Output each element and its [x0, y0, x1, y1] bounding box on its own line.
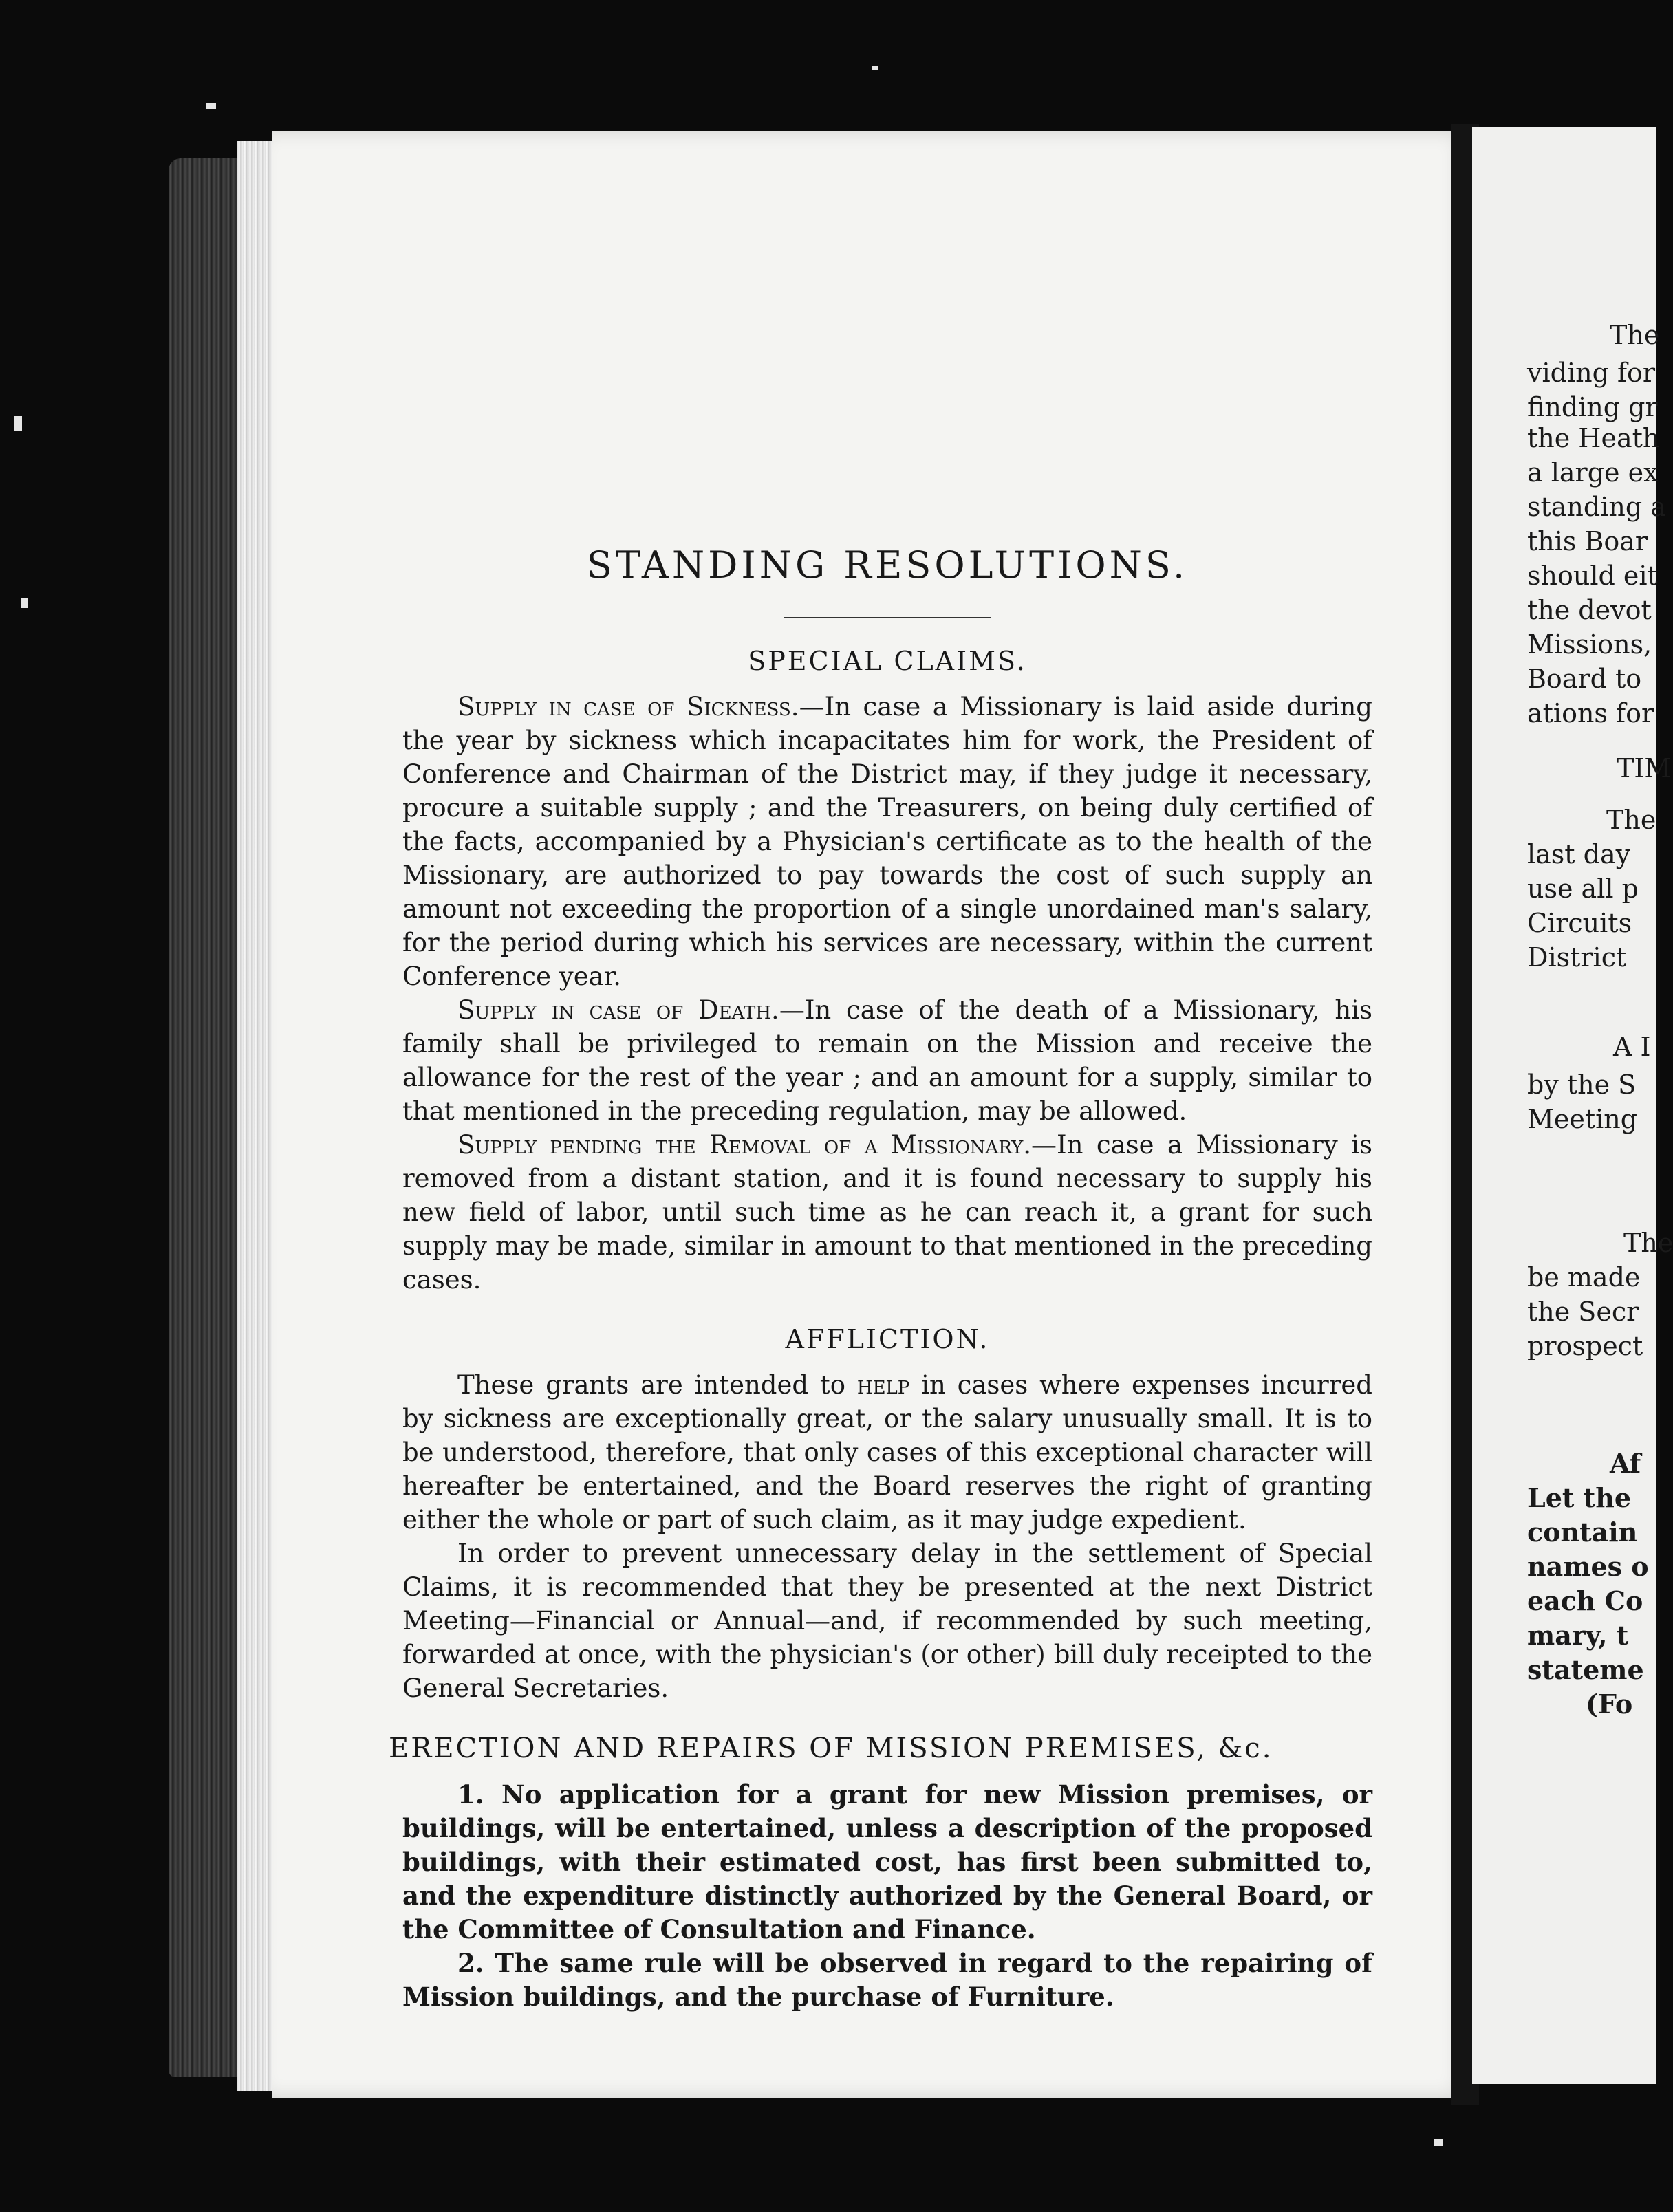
right-page-fragment: a large ex	[1527, 457, 1659, 488]
right-page-fragment: ations for	[1527, 698, 1654, 728]
right-page-fragment: last day	[1527, 839, 1631, 869]
paragraph-affliction-delay: In order to prevent unnecessary delay in the settlement of Special Claims, it is recommended that they be presented at the next District Meeting—Financial or Annual—and, if recommended by such meeting, forwarded at once, with the physician's (or other) bill duly receipted to the General Secretaries.	[402, 1539, 1372, 1703]
lead-supply-removal: Supply pending the Removal of a Missionary.	[457, 1130, 1032, 1160]
dust-speck	[206, 103, 216, 109]
affliction-pre: These grants are intended to	[457, 1370, 857, 1400]
paragraph-supply-death	[402, 993, 1372, 1128]
right-page-fragment: Let the	[1527, 1482, 1632, 1513]
heading-special-claims: SPECIAL CLAIMS.	[748, 646, 1027, 676]
left-page-content	[389, 420, 1373, 2014]
dust-speck	[1434, 2139, 1443, 2146]
right-page-fragment: The	[1623, 1228, 1673, 1258]
right-page-fragment: contain	[1527, 1517, 1638, 1548]
right-page-fragment: each Co	[1527, 1585, 1643, 1616]
paragraph-rule-2: 2. The same rule will be observed in regard to the repairing of Mission buildings, and the purchase of Furniture.	[402, 1948, 1372, 2012]
paragraph-rule-1: 1. No application for a grant for new Mission premises, or buildings, will be entertained, unless a description of the proposed buildings, with their estimated cost, has first been submitted to, and the expenditure distinctly authorized by the General Board, or the Committee of Consultation and Finance.	[402, 1779, 1372, 1944]
lead-supply-death: Supply in case of Death.	[457, 995, 779, 1025]
text-supply-sickness: —In case a Missionary is laid aside during the year by sickness which incapacitates him for work, the President of Conference and Chairman of the District may, if they judge it necessary, procure a suitable supply ; and the Treasurers, on being duly certified of the facts, accompanied by a Physician's certificate as to the health of the Missionary, are authorized to pay towards the cost of such supply an amount not exceeding the proportion of a single unordained man's salary, for the period during which his services are necessary, within the current Conference year.	[402, 692, 1372, 991]
right-page-fragment: mary, t	[1527, 1620, 1629, 1651]
paragraph-supply-removal	[402, 1128, 1372, 1297]
text-supply-removal: —In case a Missionary is removed from a distant station, and it is found necessary to supply his new field of labor, until such time as he can reach it, a grant for such supply may be made, similar in amount to that mentioned in the preceding cases.	[402, 1130, 1373, 1294]
right-page-fragment: the Heath	[1527, 423, 1660, 453]
right-page-fragment: Missions,	[1527, 629, 1652, 660]
right-page-fragment: this Boar	[1527, 526, 1648, 556]
heading-affliction: AFFLICTION.	[785, 1324, 990, 1354]
right-page-fragment: Circuits	[1527, 908, 1632, 938]
right-page-fragment: The	[1610, 320, 1660, 350]
paragraph-supply-sickness	[402, 690, 1372, 993]
right-page-fragment: The	[1606, 805, 1656, 835]
lead-supply-sickness: Supply in case of Sickness.	[457, 692, 799, 722]
right-page-fragment: standing a	[1527, 492, 1666, 522]
dust-speck	[21, 598, 28, 608]
title-rule	[784, 617, 991, 618]
affliction-emph: help	[856, 1370, 910, 1400]
right-page-fragment: Board to	[1527, 664, 1642, 694]
right-page-fragment: the Secr	[1527, 1297, 1639, 1327]
right-page-fragment: TIM	[1617, 753, 1672, 783]
affliction-text: in cases where expenses incurred by sickness are exceptionally great, or the salary unusually small. It is to be understood, therefore, that only cases of this exceptional character will hereafter be entertained, and the Board reserves the right of granting either the whole or part of such claim, as it may judge expedient.	[402, 1370, 1372, 1535]
paragraph-affliction-grants	[402, 1368, 1372, 1537]
right-page-fragment: Meeting	[1527, 1104, 1638, 1134]
right-page-fragment: viding for	[1527, 358, 1656, 388]
left-page	[272, 131, 1472, 2098]
page-title: STANDING RESOLUTIONS.	[586, 543, 1189, 587]
right-page-fragment: should eit	[1527, 561, 1658, 591]
right-page-fragment: Af	[1610, 1448, 1641, 1479]
right-page-fragment: (Fo	[1586, 1689, 1633, 1720]
heading-erection-repairs: ERECTION AND REPAIRS OF MISSION PREMISES, &c.	[389, 1733, 1273, 1764]
right-page	[1472, 127, 1673, 2084]
dust-speck	[14, 416, 22, 431]
right-page-fragment: by the S	[1527, 1070, 1637, 1100]
right-page-fragment: prospect	[1527, 1331, 1643, 1361]
right-page-fragment: finding gr	[1527, 392, 1658, 422]
right-page-fragment: use all p	[1527, 874, 1639, 904]
right-page-fragment: be made	[1527, 1262, 1641, 1292]
text-supply-death: —In case of the death of a Missionary, his family shall be privileged to remain on the Mission and receive the allowance for the rest of the year ; and an amount for a supply, similar to that mentioned in the preceding regulation, may be allowed.	[402, 995, 1372, 1126]
right-page-fragment: A I	[1613, 1032, 1651, 1062]
dust-speck	[872, 66, 878, 70]
right-page-fragment: stateme	[1527, 1654, 1644, 1685]
right-page-fragment: the devot	[1527, 595, 1652, 625]
right-page-fragment: District	[1527, 942, 1627, 973]
right-page-fragment: names o	[1527, 1551, 1649, 1582]
